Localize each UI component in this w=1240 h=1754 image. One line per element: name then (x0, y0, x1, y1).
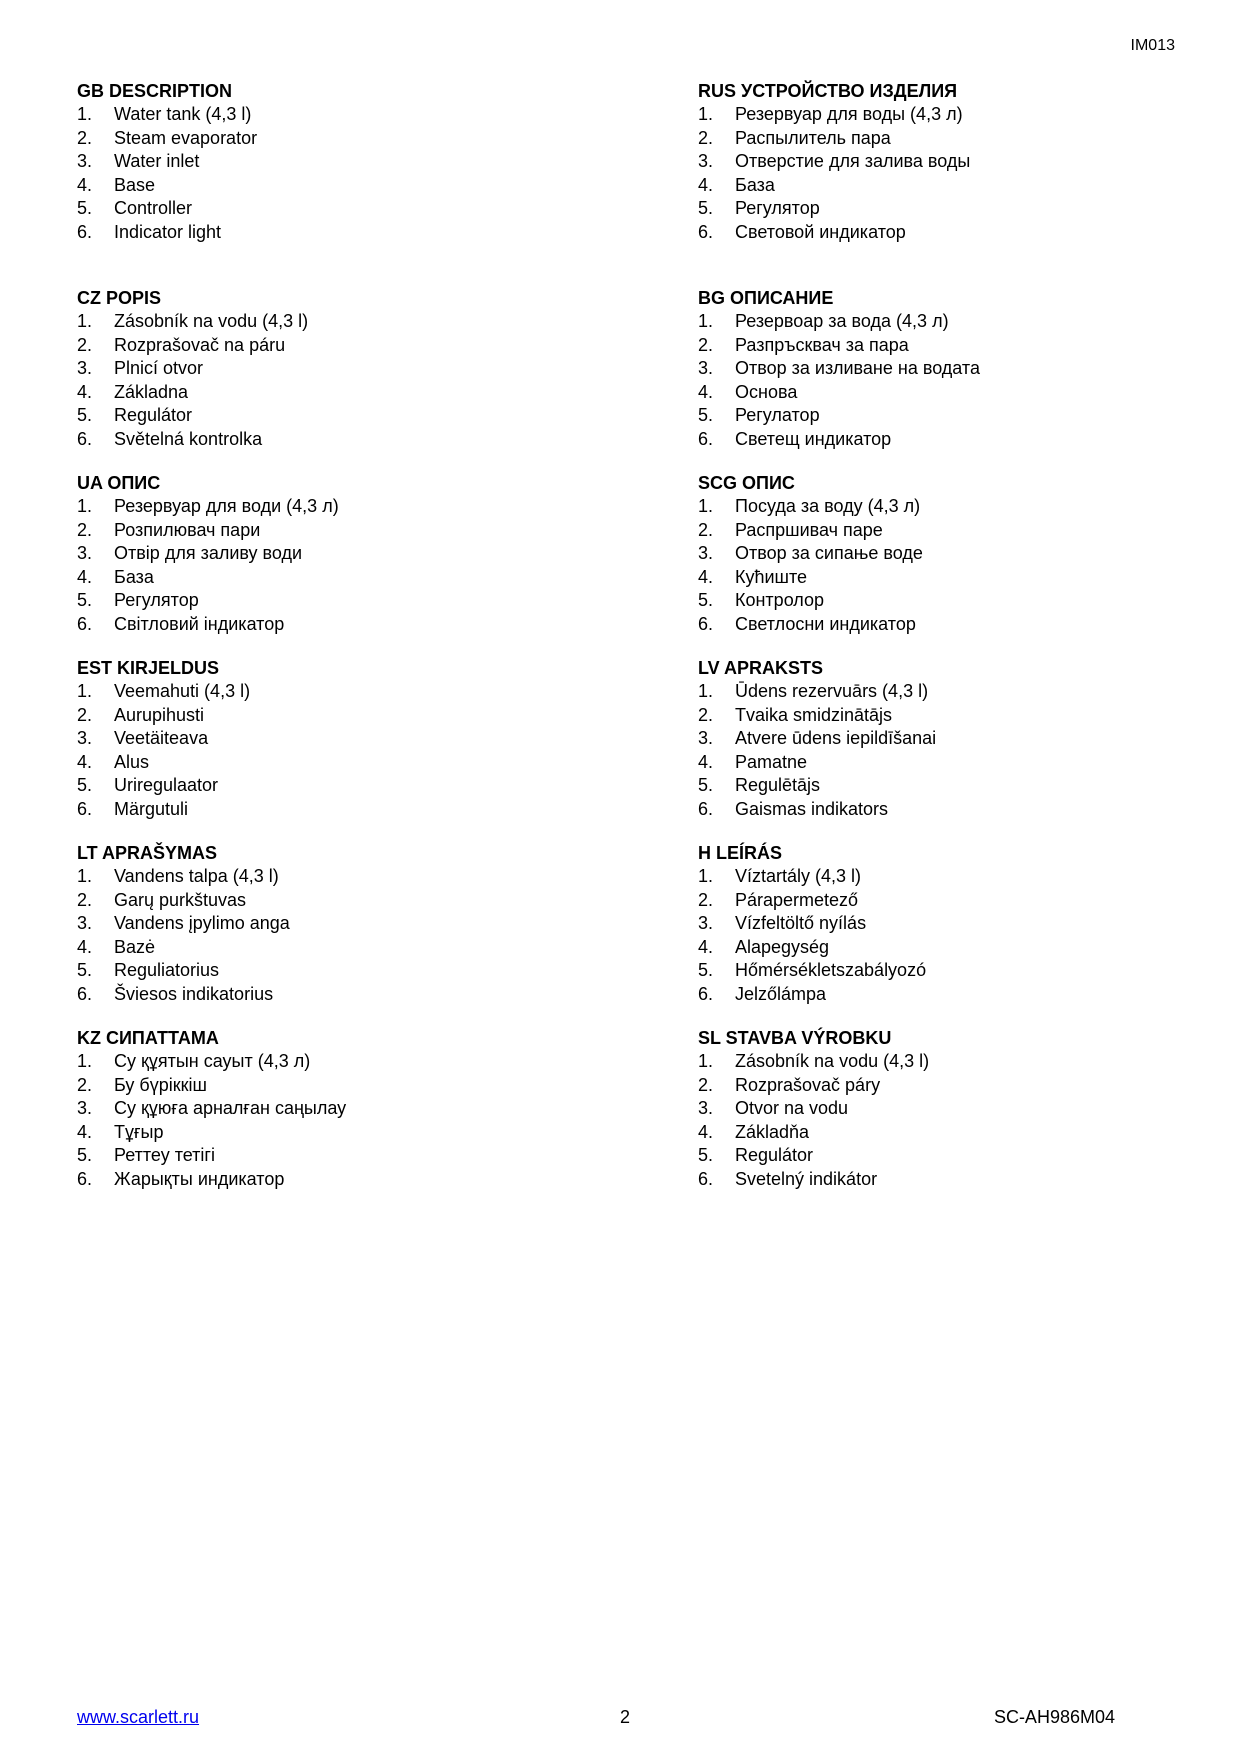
item-text: Alus (114, 751, 150, 772)
list-item (698, 959, 1218, 983)
part-list (77, 310, 597, 451)
item-text: Отверстие для залива воды (735, 151, 971, 171)
list-item (698, 197, 1218, 221)
item-number: 1. (77, 681, 93, 701)
footer-website-link[interactable]: www.scarlett.ru (77, 1707, 200, 1727)
item-number: 5. (77, 1145, 93, 1165)
list-item (698, 912, 1218, 936)
part-list (77, 865, 597, 1006)
item-text: Base (114, 174, 156, 195)
item-number: 1. (698, 104, 714, 124)
list-item (698, 865, 1218, 889)
list-item (77, 334, 597, 358)
item-text: Кућиште (735, 566, 808, 587)
section-h (698, 841, 1218, 1026)
list-item (77, 221, 597, 245)
section-title: BG ОПИСАНИЕ (698, 288, 834, 308)
list-item (698, 889, 1218, 913)
item-number: 4. (698, 751, 714, 772)
item-text: Отвір для заливу води (114, 543, 303, 563)
item-text: Zásobník na vodu (4,3 l) (735, 1051, 930, 1071)
item-number: 4. (77, 751, 93, 772)
list-item (698, 1097, 1218, 1121)
item-number: 6. (77, 983, 93, 1004)
list-item (77, 680, 597, 704)
list-item (698, 566, 1218, 590)
list-item (698, 704, 1218, 728)
item-text: Rozprašovač na páru (114, 334, 286, 355)
section-title: RUS УСТРОЙСТВО ИЗДЕЛИЯ (698, 81, 958, 101)
item-number: 2. (698, 1074, 714, 1095)
list-item (77, 798, 597, 822)
item-text: Zásobník na vodu (4,3 l) (114, 311, 309, 331)
item-text: Gaismas indikators (735, 798, 889, 819)
list-item (77, 495, 597, 519)
item-text: Отвор за сипање воде (735, 543, 923, 563)
item-number: 2. (698, 334, 714, 355)
item-text: Распршивач паре (735, 519, 883, 540)
item-text: Světelná kontrolka (114, 428, 263, 449)
section-lt (77, 841, 597, 1026)
list-item (77, 197, 597, 221)
part-list (77, 680, 597, 821)
item-number: 4. (698, 174, 714, 195)
item-text: Pamatne (735, 751, 808, 772)
list-item (698, 1168, 1218, 1192)
item-number: 3. (77, 728, 93, 748)
list-item (698, 680, 1218, 704)
list-item (698, 1121, 1218, 1145)
item-number: 5. (77, 590, 93, 610)
list-item (77, 127, 597, 151)
item-text: Су құюға арналған саңылау (114, 1098, 347, 1118)
list-item (698, 936, 1218, 960)
item-text: Светещ индикатор (735, 428, 892, 449)
item-number: 3. (77, 358, 93, 378)
item-number: 5. (77, 405, 93, 425)
part-list (698, 103, 1218, 244)
list-item (77, 613, 597, 637)
section-kz (77, 1026, 597, 1211)
item-number: 6. (77, 428, 93, 449)
item-number: 2. (77, 127, 93, 148)
item-number: 6. (698, 613, 714, 634)
item-text: Су құятын сауыт (4,3 л) (114, 1051, 311, 1071)
item-text: Розпилювач пари (114, 519, 261, 540)
item-number: 2. (698, 519, 714, 540)
list-item (698, 150, 1218, 174)
section-title: EST KIRJELDUS (77, 658, 220, 678)
item-number: 6. (698, 798, 714, 819)
part-list (698, 495, 1218, 636)
footer-model-code: SC-AH986M04 (993, 1707, 1115, 1727)
part-list (77, 103, 597, 244)
left-column (77, 79, 597, 1211)
item-number: 3. (77, 1098, 93, 1118)
item-number: 5. (77, 775, 93, 795)
item-number: 3. (698, 728, 714, 748)
list-item (77, 542, 597, 566)
item-number: 1. (77, 311, 93, 331)
item-number: 1. (698, 311, 714, 331)
item-text: Atvere ūdens iepildīšanai (735, 728, 937, 748)
section-title: LV APRAKSTS (698, 658, 824, 678)
item-number: 6. (698, 428, 714, 449)
item-text: Rozprašovač páry (735, 1074, 881, 1095)
list-item (77, 404, 597, 428)
list-item (698, 727, 1218, 751)
item-text: Bazė (114, 936, 156, 957)
item-number: 3. (698, 151, 714, 171)
list-item (77, 150, 597, 174)
item-text: Základňa (735, 1121, 810, 1142)
item-number: 4. (77, 566, 93, 587)
list-item (698, 357, 1218, 381)
list-item (698, 1144, 1218, 1168)
item-number: 1. (698, 681, 714, 701)
item-text: Разпръсквач за пара (735, 334, 909, 355)
item-text: Бу бүріккіш (114, 1074, 207, 1095)
item-number: 6. (698, 983, 714, 1004)
item-text: Šviesos indikatorius (114, 983, 274, 1004)
list-item (77, 589, 597, 613)
list-item (698, 221, 1218, 245)
list-item (77, 774, 597, 798)
list-item (77, 983, 597, 1007)
list-item (77, 428, 597, 452)
list-item (698, 1074, 1218, 1098)
list-item (77, 381, 597, 405)
section-title: H LEÍRÁS (698, 843, 783, 863)
part-list (77, 1050, 597, 1191)
list-item (698, 613, 1218, 637)
item-number: 6. (77, 221, 93, 242)
list-item (698, 310, 1218, 334)
part-list (77, 495, 597, 636)
list-item (698, 127, 1218, 151)
list-item (698, 103, 1218, 127)
section-title: CZ POPIS (77, 288, 162, 308)
list-item (698, 519, 1218, 543)
item-number: 4. (698, 381, 714, 402)
item-number: 6. (77, 613, 93, 634)
list-item (77, 727, 597, 751)
item-text: Aurupihusti (114, 704, 205, 725)
part-list (698, 1050, 1218, 1191)
list-item (77, 1097, 597, 1121)
right-column (698, 79, 1218, 1211)
item-text: Регулятор (114, 590, 199, 610)
item-text: Посуда за воду (4,3 л) (735, 496, 921, 516)
item-number: 1. (698, 496, 714, 516)
item-number: 2. (698, 704, 714, 725)
list-item (698, 542, 1218, 566)
section-title: GB DESCRIPTION (77, 81, 233, 101)
item-number: 2. (77, 334, 93, 355)
item-text: Реттеу тетігі (114, 1145, 215, 1165)
item-number: 5. (698, 775, 714, 795)
list-item (77, 936, 597, 960)
item-text: Тұғыр (114, 1121, 164, 1142)
item-text: База (114, 566, 154, 587)
item-text: Резервоар за вода (4,3 л) (735, 311, 949, 331)
item-number: 1. (698, 866, 714, 886)
item-number: 4. (77, 936, 93, 957)
item-text: Regulátor (735, 1145, 814, 1165)
section-sl (698, 1026, 1218, 1211)
item-text: Veemahuti (4,3 l) (114, 681, 251, 701)
item-number: 4. (698, 1121, 714, 1142)
item-number: 6. (698, 221, 714, 242)
list-item (698, 495, 1218, 519)
item-text: Резервуар для воды (4,3 л) (735, 104, 963, 124)
item-number: 2. (77, 889, 93, 910)
item-text: Water inlet (114, 151, 200, 171)
item-text: Indicator light (114, 221, 222, 242)
item-text: Reguliatorius (114, 960, 220, 980)
section-title: LT APRAŠYMAS (77, 843, 218, 863)
item-number: 2. (698, 127, 714, 148)
list-item (698, 428, 1218, 452)
item-text: Распылитель пара (735, 127, 891, 148)
list-item (77, 865, 597, 889)
item-text: Vandens įpylimo anga (114, 913, 290, 933)
list-item (77, 1074, 597, 1098)
item-number: 6. (698, 1168, 714, 1189)
item-number: 3. (698, 913, 714, 933)
item-text: Hőmérsékletszabályozó (735, 960, 927, 980)
item-number: 4. (698, 566, 714, 587)
item-text: Regulátor (114, 405, 193, 425)
item-text: Jelzőlámpa (735, 983, 827, 1004)
item-number: 2. (698, 889, 714, 910)
list-item (698, 589, 1218, 613)
item-number: 5. (77, 198, 93, 218)
document-code: IM013 (1130, 37, 1175, 54)
item-text: Светлосни индикатор (735, 613, 916, 634)
item-number: 3. (698, 543, 714, 563)
item-number: 1. (77, 1051, 93, 1071)
item-number: 3. (698, 1098, 714, 1118)
item-text: Alapegység (735, 936, 830, 957)
item-text: Резервуар для води (4,3 л) (114, 496, 339, 516)
list-item (77, 1144, 597, 1168)
item-number: 1. (77, 104, 93, 124)
item-text: Water tank (4,3 l) (114, 104, 252, 124)
item-number: 2. (77, 704, 93, 725)
item-number: 3. (77, 543, 93, 563)
item-text: Regulētājs (735, 775, 821, 795)
item-number: 1. (77, 496, 93, 516)
item-text: Контролор (735, 590, 825, 610)
list-item (77, 1050, 597, 1074)
list-item (698, 1050, 1218, 1074)
item-text: База (735, 174, 775, 195)
item-number: 2. (77, 1074, 93, 1095)
section-lv (698, 656, 1218, 841)
item-number: 5. (698, 405, 714, 425)
list-item (77, 357, 597, 381)
list-item (77, 174, 597, 198)
item-text: Controller (114, 198, 193, 218)
item-text: Основа (735, 381, 798, 402)
item-text: Світловий індикатор (114, 613, 285, 634)
list-item (77, 751, 597, 775)
item-number: 5. (698, 590, 714, 610)
section-title: SCG ОПИС (698, 473, 795, 493)
item-text: Ūdens rezervuārs (4,3 l) (735, 681, 929, 701)
list-item (698, 983, 1218, 1007)
list-item (77, 519, 597, 543)
part-list (698, 680, 1218, 821)
list-item (77, 566, 597, 590)
item-number: 6. (77, 798, 93, 819)
part-list (698, 310, 1218, 451)
list-item (77, 1168, 597, 1192)
item-number: 5. (698, 960, 714, 980)
item-text: Steam evaporator (114, 127, 258, 148)
item-number: 1. (77, 866, 93, 886)
section-rus (698, 79, 1218, 286)
item-text: Základna (114, 381, 189, 402)
list-item (77, 912, 597, 936)
part-list (698, 865, 1218, 1006)
item-text: Регулатор (735, 405, 820, 425)
item-text: Жарықты индикатор (114, 1168, 285, 1189)
item-text: Световой индикатор (735, 221, 906, 242)
list-item (77, 310, 597, 334)
item-number: 3. (77, 151, 93, 171)
item-number: 4. (77, 174, 93, 195)
section-title: SL STAVBA VÝROBKU (698, 1028, 892, 1048)
item-text: Víztartály (4,3 l) (735, 866, 862, 886)
item-number: 3. (698, 358, 714, 378)
list-item (77, 704, 597, 728)
list-item (698, 334, 1218, 358)
section-title: UA ОПИС (77, 473, 161, 493)
item-number: 6. (77, 1168, 93, 1189)
list-item (698, 774, 1218, 798)
list-item (77, 889, 597, 913)
section-ua (77, 471, 597, 656)
item-text: Uriregulaator (114, 775, 219, 795)
item-text: Vízfeltöltő nyílás (735, 913, 867, 933)
section-cz (77, 286, 597, 471)
item-number: 4. (698, 936, 714, 957)
item-number: 5. (698, 198, 714, 218)
list-item (698, 404, 1218, 428)
item-text: Регулятор (735, 198, 820, 218)
item-number: 5. (77, 960, 93, 980)
item-number: 1. (698, 1051, 714, 1071)
item-number: 5. (698, 1145, 714, 1165)
section-gb (77, 79, 597, 286)
item-text: Garų purkštuvas (114, 889, 247, 910)
list-item (698, 381, 1218, 405)
item-text: Párapermetező (735, 889, 859, 910)
section-scg (698, 471, 1218, 656)
section-est (77, 656, 597, 841)
list-item (77, 1121, 597, 1145)
list-item (77, 103, 597, 127)
item-text: Tvaika smidzinātājs (735, 704, 893, 725)
list-item (698, 751, 1218, 775)
item-text: Märgutuli (114, 798, 189, 819)
item-number: 4. (77, 1121, 93, 1142)
list-item (698, 174, 1218, 198)
item-text: Svetelný indikátor (735, 1168, 878, 1189)
footer-page-number: 2 (620, 1707, 631, 1727)
item-text: Veetäiteava (114, 728, 209, 748)
item-text: Vandens talpa (4,3 l) (114, 866, 279, 886)
item-number: 3. (77, 913, 93, 933)
item-number: 4. (77, 381, 93, 402)
list-item (77, 959, 597, 983)
item-text: Отвор за изливане на водата (735, 358, 980, 378)
list-item (698, 798, 1218, 822)
section-title: KZ СИПАТТАМА (77, 1028, 219, 1048)
item-number: 2. (77, 519, 93, 540)
item-text: Otvor na vodu (735, 1098, 849, 1118)
section-bg (698, 286, 1218, 471)
item-text: Plnicí otvor (114, 358, 204, 378)
